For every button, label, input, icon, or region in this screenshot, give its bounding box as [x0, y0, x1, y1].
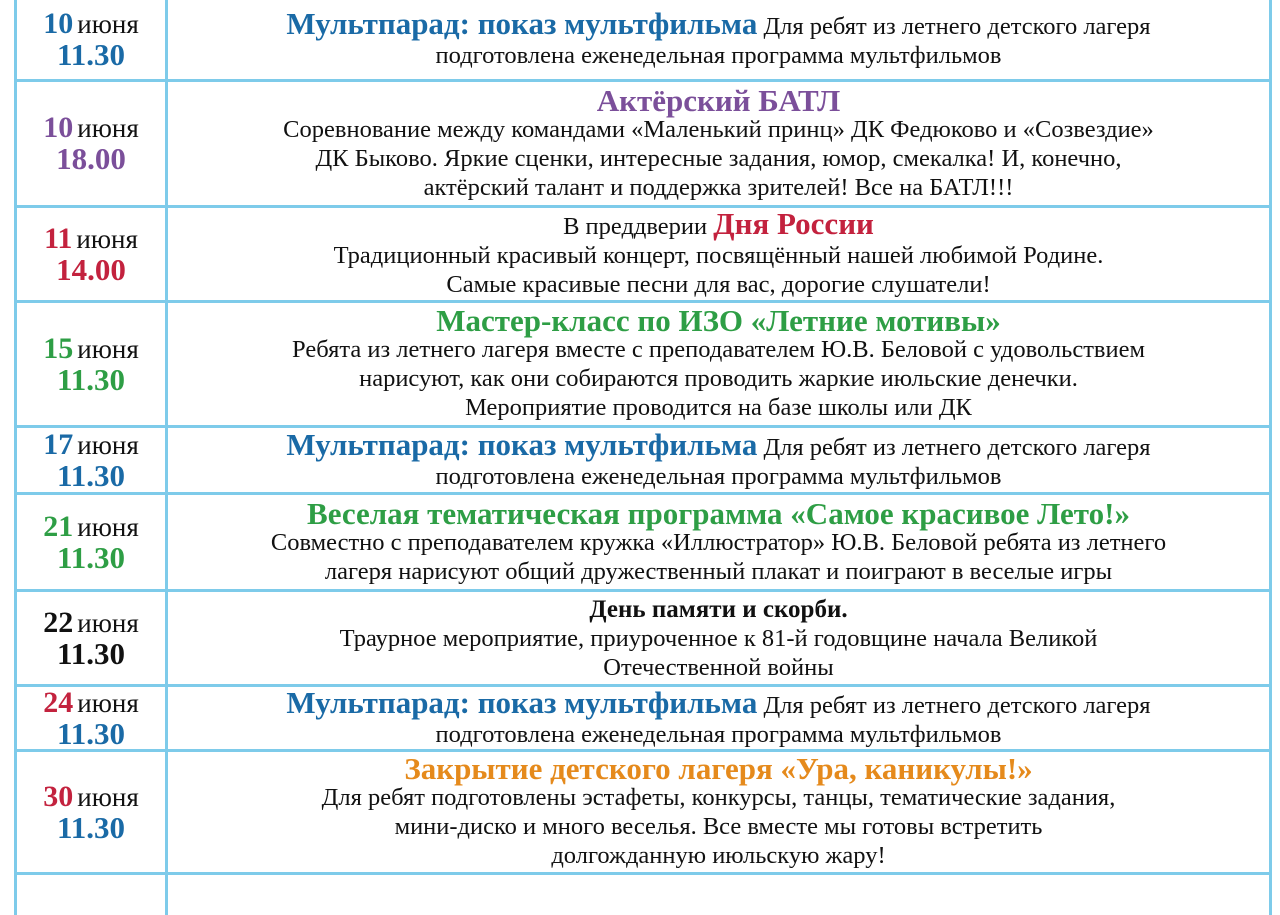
- event-day: 15: [43, 331, 74, 365]
- event-day: 11: [44, 221, 73, 255]
- event-date: [17, 687, 168, 749]
- event-text-line: Совместно с преподавателем кружка «Иллюстратор» Ю.В. Беловой ребята из летнего: [270, 528, 1167, 556]
- event-month: июня: [77, 113, 139, 143]
- event-time: 11.30: [56, 715, 126, 751]
- event-text-line: Ребята из летнего лагеря вместе с преподавателем Ю.В. Беловой с удовольствием: [292, 336, 1145, 363]
- event-description: [168, 82, 1269, 205]
- event-date: [17, 752, 168, 872]
- event-month: июня: [76, 223, 138, 254]
- event-description: [168, 495, 1269, 589]
- event-text-line: Самые красивые песни для вас, дорогие слушатели!: [446, 271, 991, 298]
- event-description: [168, 752, 1269, 872]
- event-row: [17, 303, 1269, 428]
- event-row: [17, 495, 1269, 592]
- event-row: [17, 82, 1269, 208]
- event-title: Мастер-класс по ИЗО «Летние мотивы»: [436, 303, 1001, 338]
- event-time: 11.30: [56, 361, 126, 397]
- event-title: Мультпарад: показ мультфильма: [286, 684, 758, 720]
- event-day: 10: [43, 7, 74, 40]
- event-date: [17, 208, 168, 300]
- event-text-line: ДК Быково. Яркие сценки, интересные задания, юмор, смекалка! И, конечно,: [315, 144, 1122, 172]
- event-date: [17, 592, 168, 684]
- event-month: июня: [77, 333, 139, 364]
- event-description: [168, 0, 1269, 79]
- event-title: Закрытие детского лагеря «Ура, каникулы!»: [404, 751, 1033, 786]
- event-text-line: подготовлена еженедельная программа мультфильмов: [435, 42, 1002, 69]
- event-text-line: Соревнование между командами «Маленький принц» ДК Федюково и «Созвездие»: [283, 115, 1154, 143]
- event-text-line: Отечественной войны: [603, 653, 834, 681]
- event-month: июня: [77, 687, 139, 718]
- event-title: День памяти и скорби.: [589, 595, 848, 623]
- event-row: [17, 0, 1269, 82]
- event-time: 11.30: [56, 37, 126, 72]
- event-text-line: актёрский талант и поддержка зрителей! Все на БАТЛ!!!: [423, 173, 1014, 201]
- event-description: [168, 303, 1269, 425]
- event-text-line: Для ребят из летнего детского лагеря: [763, 691, 1151, 719]
- event-text-line: Для ребят подготовлены эстафеты, конкурсы, танцы, тематические задания,: [321, 784, 1116, 811]
- event-text-line: лагеря нарисуют общий дружественный плакат и поиграют в веселые игры: [324, 557, 1113, 585]
- event-text-line: нарисуют, как они собираются проводить жаркие июльские денечки.: [359, 365, 1078, 392]
- event-title-prefix: В преддверии: [563, 213, 708, 240]
- event-month: июня: [77, 511, 139, 542]
- event-row: [17, 208, 1269, 303]
- event-date: [17, 82, 168, 205]
- event-row: [17, 752, 1269, 875]
- event-description: [168, 592, 1269, 684]
- event-time: 11.30: [56, 809, 126, 845]
- event-title: Веселая тематическая программа «Самое красивое Лето!»: [307, 495, 1130, 531]
- event-day: 24: [43, 685, 74, 719]
- event-row: [17, 592, 1269, 687]
- event-description: [168, 428, 1269, 492]
- event-text-line: Траурное мероприятие, приуроченное к 81-й годовщине начала Великой: [339, 624, 1098, 652]
- event-schedule-table: [14, 0, 1272, 915]
- event-title: Актёрский БАТЛ: [596, 82, 841, 118]
- event-day: 30: [43, 779, 74, 813]
- event-month: июня: [77, 781, 139, 812]
- event-day: 22: [43, 605, 74, 639]
- event-day: 17: [43, 427, 74, 461]
- event-text-line: мини-диско и много веселья. Все вместе мы готовы встретить: [394, 813, 1043, 840]
- event-title: Мультпарад: показ мультфильма: [286, 426, 758, 462]
- event-month: июня: [77, 429, 139, 460]
- event-text-line: Традиционный красивый концерт, посвящённый нашей любимой Родине.: [333, 242, 1104, 269]
- event-time: 11.30: [56, 635, 126, 671]
- event-time: 14.00: [56, 251, 126, 287]
- event-description: [168, 208, 1269, 300]
- event-date: [17, 303, 168, 425]
- event-row: [17, 428, 1269, 495]
- event-date: [17, 495, 168, 589]
- event-month: июня: [77, 607, 139, 638]
- empty-description-cell: [168, 875, 1269, 915]
- event-row: [17, 684, 1269, 752]
- event-date: [17, 0, 168, 79]
- event-day: 10: [43, 111, 74, 144]
- event-text-line: подготовлена еженедельная программа мультфильмов: [435, 720, 1002, 748]
- event-date: [17, 428, 168, 492]
- event-title: Мультпарад: показ мультфильма: [286, 6, 758, 41]
- event-text-line: Для ребят из летнего детского лагеря: [763, 433, 1151, 461]
- event-time: 18.00: [56, 141, 126, 176]
- event-title: Дня России: [713, 206, 874, 241]
- empty-row: [17, 875, 1269, 915]
- event-day: 21: [43, 509, 74, 543]
- event-time: 11.30: [56, 457, 126, 493]
- event-text-line: долгожданную июльскую жару!: [551, 842, 886, 869]
- empty-date-cell: [17, 875, 168, 915]
- event-month: июня: [77, 9, 139, 39]
- event-time: 11.30: [56, 539, 126, 575]
- event-description: [168, 684, 1269, 749]
- event-text-line: подготовлена еженедельная программа мультфильмов: [435, 462, 1002, 490]
- event-text-line: Для ребят из летнего детского лагеря: [763, 13, 1151, 40]
- event-text-line: Мероприятие проводится на базе школы или ДК: [465, 394, 972, 421]
